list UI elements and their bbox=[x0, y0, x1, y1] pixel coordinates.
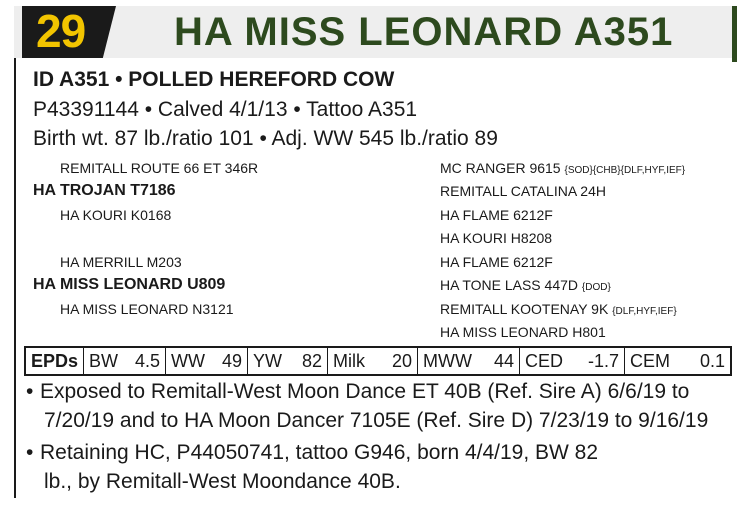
epd-name: CEM bbox=[630, 350, 670, 371]
epd-table bbox=[24, 346, 732, 376]
dam: HA MISS LEONARD U809 bbox=[33, 276, 226, 293]
epd-value: 20 bbox=[391, 350, 412, 371]
weights-line: Birth wt. 87 lb./ratio 101 • Adj. WW 545 lb./ratio 89 bbox=[33, 127, 498, 150]
epd-mww bbox=[418, 348, 520, 374]
sire-granddam: HA KOURI K0168 bbox=[60, 207, 172, 223]
epd-value: 44 bbox=[493, 350, 514, 371]
dam-granddam: HA MISS LEONARD N3121 bbox=[60, 301, 234, 317]
header-accent-bar bbox=[732, 6, 737, 62]
great-grand-5: HA FLAME 6212F bbox=[440, 254, 553, 270]
epd-ced bbox=[520, 348, 625, 374]
great-grand-6: HA TONE LASS 447D {DOD} bbox=[440, 277, 611, 293]
epd-bw bbox=[84, 348, 166, 374]
epd-milk bbox=[328, 348, 418, 374]
bullet-dot: • bbox=[26, 441, 34, 464]
epd-yw bbox=[248, 348, 328, 374]
great-grand-1: MC RANGER 9615 {SOD}{CHB}{DLF,HYF,IEF} bbox=[440, 160, 686, 176]
retain-note-line-1: Retaining HC, P44050741, tattoo G946, born 4/4/19, BW 82 bbox=[40, 441, 599, 464]
epd-name: WW bbox=[171, 350, 205, 371]
lot-number: 29 bbox=[36, 5, 86, 57]
epd-value: 0.1 bbox=[699, 350, 725, 371]
epd-name: MWW bbox=[423, 350, 472, 371]
retain-note bbox=[26, 438, 598, 467]
sire: HA TROJAN T7186 bbox=[33, 182, 176, 199]
epd-name: Milk bbox=[333, 350, 365, 371]
epd-label: EPDs bbox=[31, 350, 79, 371]
epd-label-cell bbox=[26, 348, 84, 374]
exposure-note bbox=[26, 377, 689, 406]
epd-value: 82 bbox=[301, 350, 322, 371]
sire-grandsire: REMITALL ROUTE 66 ET 346R bbox=[60, 160, 259, 176]
exposure-note-line-1: Exposed to Remitall-West Moon Dance ET 40B (Ref. Sire A) 6/6/19 to bbox=[40, 380, 690, 403]
great-grand-2: REMITALL CATALINA 24H bbox=[440, 183, 606, 199]
retain-note-line-2: lb., by Remitall-West Moondance 40B. bbox=[44, 470, 401, 493]
animal-title: HA MISS LEONARD A351 bbox=[174, 10, 674, 54]
epd-value: -1.7 bbox=[587, 350, 619, 371]
dam-grandsire: HA MERRILL M203 bbox=[60, 254, 182, 270]
id-line: ID A351 • POLLED HEREFORD COW bbox=[33, 68, 395, 91]
epd-name: YW bbox=[253, 350, 282, 371]
epd-ww bbox=[166, 348, 248, 374]
epd-value: 49 bbox=[221, 350, 242, 371]
great-grand-7: REMITALL KOOTENAY 9K {DLF,HYF,IEF} bbox=[440, 301, 677, 317]
epd-name: CED bbox=[525, 350, 564, 371]
epd-cem bbox=[625, 348, 730, 374]
epd-name: BW bbox=[89, 350, 118, 371]
great-grand-8: HA MISS LEONARD H801 bbox=[440, 324, 606, 340]
registration-line: P43391144 • Calved 4/1/13 • Tattoo A351 bbox=[33, 98, 418, 121]
exposure-note-line-2: 7/20/19 and to HA Moon Dancer 7105E (Ref. Sire D) 7/23/19 to 9/16/19 bbox=[44, 409, 709, 432]
bullet-dot: • bbox=[26, 380, 34, 403]
great-grand-3: HA FLAME 6212F bbox=[440, 207, 553, 223]
left-border bbox=[14, 58, 16, 498]
epd-value: 4.5 bbox=[134, 350, 160, 371]
great-grand-4: HA KOURI H8208 bbox=[440, 230, 553, 246]
